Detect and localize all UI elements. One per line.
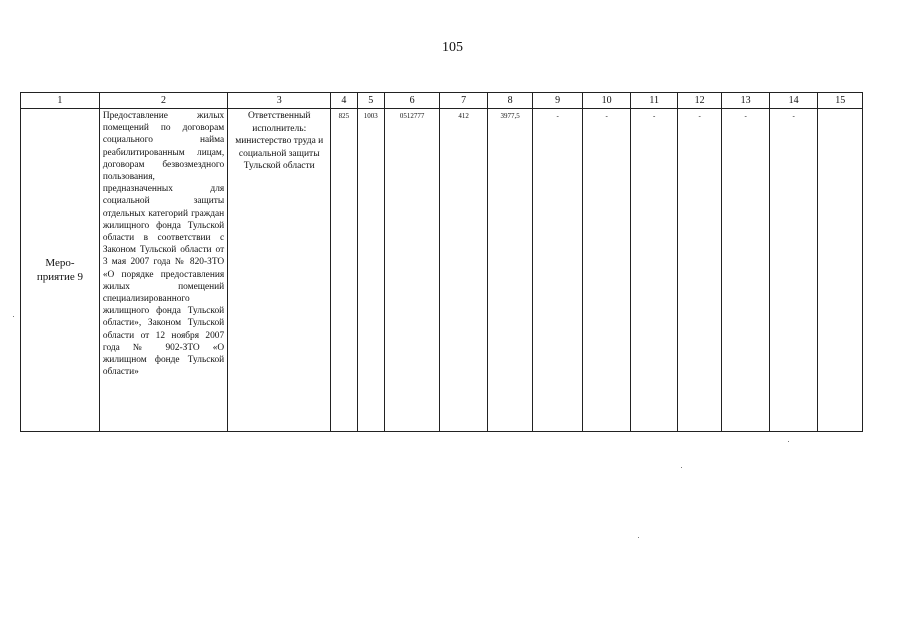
column-header-15: 15 — [818, 93, 863, 109]
scan-speck — [13, 316, 14, 317]
column-header-8: 8 — [487, 93, 532, 109]
cell-col-6: 0512777 — [384, 109, 440, 432]
cell-col-5: 1003 — [357, 109, 384, 432]
column-header-14: 14 — [769, 93, 818, 109]
scan-speck — [638, 537, 639, 538]
event-label-cell: Меро- приятие 9 — [21, 109, 100, 432]
cell-col-13: - — [722, 109, 770, 432]
table-row — [21, 109, 863, 432]
page-number: 105 — [442, 40, 463, 55]
cell-col-15 — [818, 109, 863, 432]
column-header-12: 12 — [677, 93, 721, 109]
column-header-10: 10 — [582, 93, 631, 109]
column-header-11: 11 — [631, 93, 677, 109]
column-header-6: 6 — [384, 93, 440, 109]
cell-col-11: - — [631, 109, 677, 432]
column-header-9: 9 — [533, 93, 583, 109]
column-header-4: 4 — [331, 93, 357, 109]
cell-col-9: - — [533, 109, 583, 432]
column-header-5: 5 — [357, 93, 384, 109]
scan-speck — [788, 441, 789, 442]
column-header-7: 7 — [440, 93, 488, 109]
responsible-executor-cell: Ответственный исполнитель: министерство труда и социальной защиты Тульской области — [228, 109, 331, 432]
cell-col-14: - — [769, 109, 818, 432]
cell-col-4: 825 — [331, 109, 357, 432]
cell-col-7: 412 — [440, 109, 488, 432]
column-header-3: 3 — [228, 93, 331, 109]
cell-col-12: - — [677, 109, 721, 432]
cell-col-8: 3977,5 — [487, 109, 532, 432]
column-header-2: 2 — [99, 93, 227, 109]
scan-speck — [681, 467, 682, 468]
column-header-1: 1 — [21, 93, 100, 109]
cell-col-10: - — [582, 109, 631, 432]
description-cell: Предоставление жилых помещений по договорам социального найма реабилитированным лицам, договорам безвозмездного пользования, предназначенных для социальной защиты отдельных категорий граждан жилищного фонда Тульской области в соответствии с Законом Тульской области от 3 мая 2007 года № 820-ЗТО «О порядке предоставления жилых помещений специализированного жилищного фонда Тульской области», Законом Тульской области от 12 ноября 2007 года № 902-ЗТО «О жилищном фонде Тульской области» — [99, 109, 227, 432]
header-row — [21, 93, 863, 109]
program-table — [20, 92, 863, 432]
column-header-13: 13 — [722, 93, 770, 109]
